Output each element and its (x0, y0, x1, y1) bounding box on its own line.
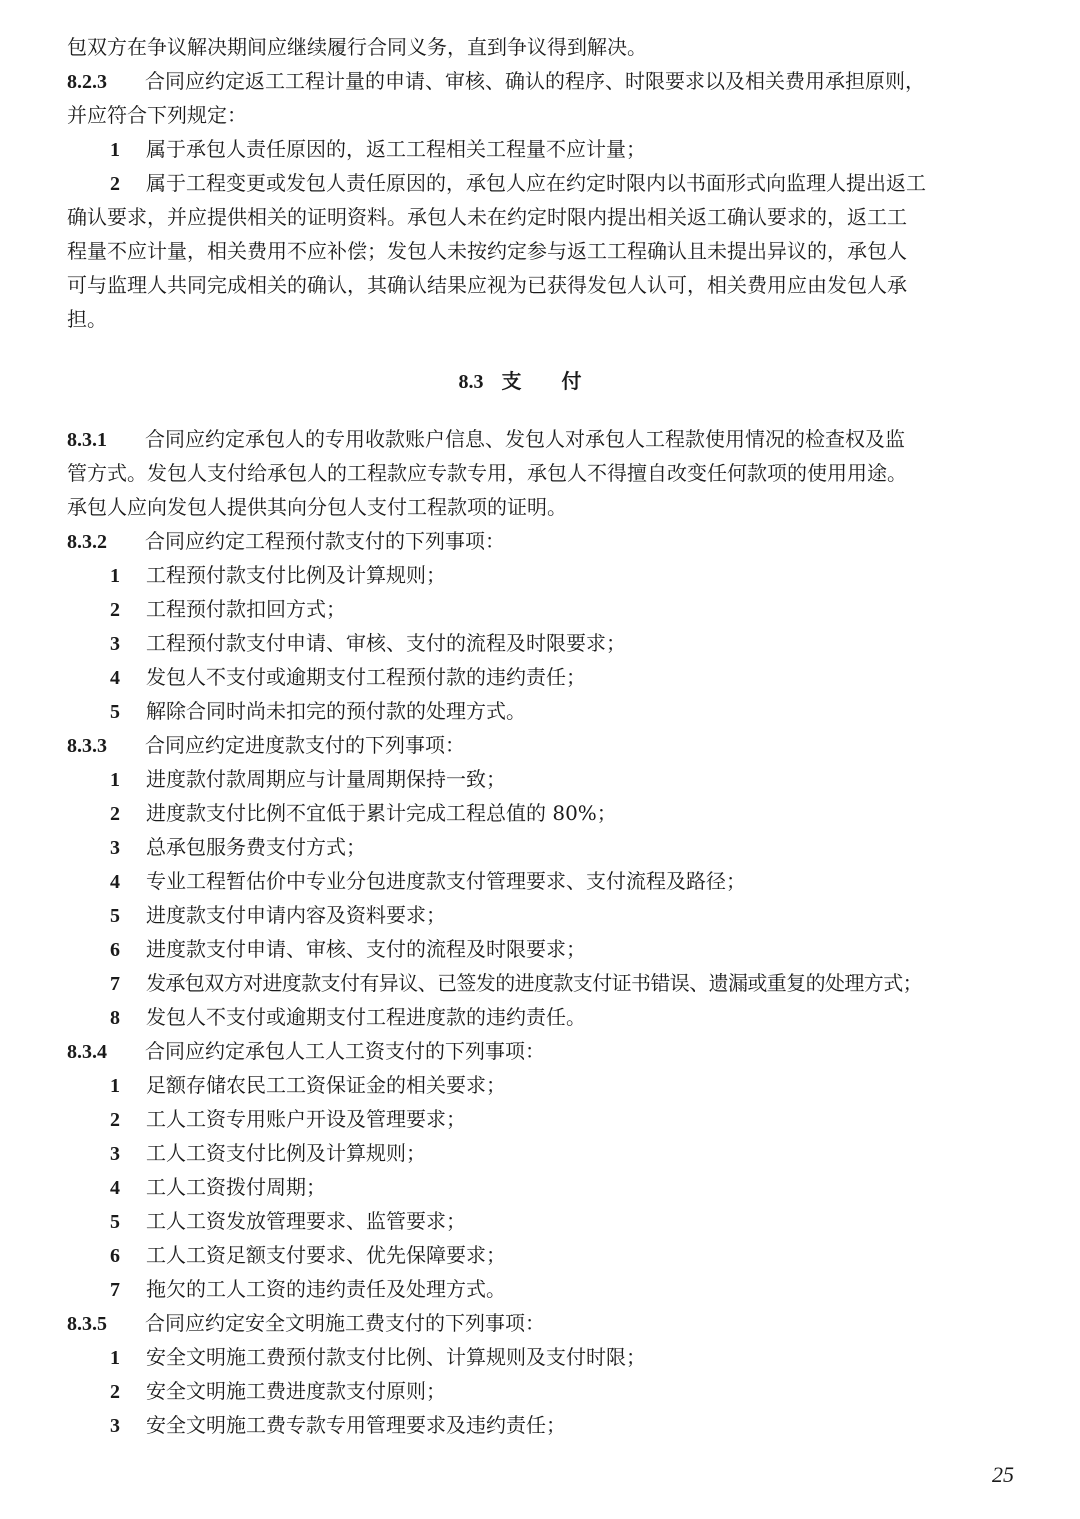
list-item (110, 1376, 446, 1406)
paragraph-line: 包双方在争议解决期间应继续履行合同义务，直到争议得到解决。 (67, 35, 647, 59)
clause-8-3-3 (67, 730, 465, 760)
item-text: 进度款支付申请内容及资料要求； (146, 903, 446, 927)
item-text: 进度款支付申请、审核、支付的流程及时限要求； (146, 937, 586, 961)
list-item (110, 1206, 466, 1236)
list-item (110, 900, 446, 930)
clause-number: 8.3.5 (67, 1313, 107, 1335)
item-number: 4 (110, 871, 120, 893)
list-item (110, 764, 506, 794)
item-text: 安全文明施工费进度款支付原则； (146, 1379, 446, 1403)
item-number: 2 (110, 803, 120, 825)
list-item (110, 798, 617, 828)
list-item (110, 594, 346, 624)
item-text: 工人工资支付比例及计算规则； (146, 1141, 426, 1165)
item-number: 2 (110, 173, 120, 195)
list-item (110, 1240, 506, 1270)
item-number: 6 (110, 1245, 120, 1267)
list-item (110, 628, 626, 658)
item-number: 5 (110, 701, 120, 723)
item-text: 工程预付款扣回方式； (146, 597, 346, 621)
item-number: 7 (110, 1279, 120, 1301)
item-text: 安全文明施工费专款专用管理要求及违约责任； (146, 1413, 566, 1437)
list-item (110, 696, 526, 726)
list-item (110, 1172, 326, 1202)
item-text: 工程预付款支付比例及计算规则； (146, 563, 446, 587)
item-text: 发承包双方对进度款支付有异议、已签发的进度款支付证书错误、遗漏或重复的处理方式； (146, 971, 922, 995)
paragraph-line: 程量不应计量，相关费用不应补偿；发包人未按约定参与返工工程确认且未提出异议的，承包人 (67, 239, 907, 263)
list-item (110, 1002, 586, 1032)
list-item (110, 968, 922, 998)
section-title: 支付 (501, 369, 622, 393)
paragraph-line: 承包人应向发包人提供其向分包人支付工程款项的证明。 (67, 495, 567, 519)
item-text: 解除合同时尚未扣完的预付款的处理方式。 (146, 699, 526, 723)
list-item (110, 1410, 566, 1440)
item-text: 拖欠的工人工资的违约责任及处理方式。 (146, 1277, 506, 1301)
clause-8-3-5 (67, 1308, 545, 1338)
clause-number: 8.3.4 (67, 1041, 107, 1063)
paragraph-line: 可与监理人共同完成相关的确认，其确认结果应视为已获得发包人认可，相关费用应由发包人承 (67, 273, 907, 297)
item-number: 5 (110, 1211, 120, 1233)
item-number: 7 (110, 973, 120, 995)
item-text: 专业工程暂估价中专业分包进度款支付管理要求、支付流程及路径； (146, 869, 746, 893)
clause-text: 合同应约定返工工程计量的申请、审核、确认的程序、时限要求以及相关费用承担原则， (145, 69, 925, 93)
item-text: 工人工资足额支付要求、优先保障要求； (146, 1243, 506, 1267)
item-number: 2 (110, 599, 120, 621)
clause-8-3-2 (67, 526, 505, 556)
item-number: 4 (110, 1177, 120, 1199)
paragraph-line: 确认要求，并应提供相关的证明资料。承包人未在约定时限内提出相关返工确认要求的，返工工 (67, 205, 907, 229)
section-number: 8.3 (458, 371, 484, 393)
list-item (110, 934, 586, 964)
item-number: 2 (110, 1381, 120, 1403)
list-item (110, 1070, 506, 1100)
item-text: 足额存储农民工工资保证金的相关要求； (146, 1073, 506, 1097)
item-number: 8 (110, 1007, 120, 1029)
item-number: 3 (110, 633, 120, 655)
item-number: 5 (110, 905, 120, 927)
item-number: 3 (110, 1415, 120, 1437)
list-item (110, 560, 446, 590)
list-item (110, 134, 646, 164)
item-text: 工人工资发放管理要求、监管要求； (146, 1209, 466, 1233)
item-number: 1 (110, 1075, 120, 1097)
list-item (110, 832, 366, 862)
item-number: 6 (110, 939, 120, 961)
page-number: 25 (992, 1462, 1014, 1487)
item-text: 工人工资拨付周期； (146, 1175, 326, 1199)
item-number: 3 (110, 837, 120, 859)
list-item (110, 866, 746, 896)
item-number: 2 (110, 1109, 120, 1131)
item-text: 进度款付款周期应与计量周期保持一致； (146, 767, 506, 791)
paragraph-line: 管方式。发包人支付给承包人的工程款应专款专用，承包人不得擅自改变任何款项的使用用途。 (67, 461, 907, 485)
list-item (110, 1274, 506, 1304)
item-text: 属于工程变更或发包人责任原因的，承包人应在约定时限内以书面形式向监理人提出返工 (146, 171, 926, 195)
clause-number: 8.2.3 (67, 71, 107, 93)
list-item (110, 1104, 466, 1134)
item-text: 发包人不支付或逾期支付工程进度款的违约责任。 (146, 1005, 586, 1029)
item-text: 工程预付款支付申请、审核、支付的流程及时限要求； (146, 631, 626, 655)
item-number: 4 (110, 667, 120, 689)
item-number: 1 (110, 769, 120, 791)
list-item (110, 662, 586, 692)
clause-number: 8.3.3 (67, 735, 107, 757)
item-text: 安全文明施工费预付款支付比例、计算规则及支付时限； (146, 1345, 646, 1369)
item-text: 属于承包人责任原因的，返工工程相关工程量不应计量； (146, 137, 646, 161)
clause-text: 合同应约定承包人的专用收款账户信息、发包人对承包人工程款使用情况的检查权及监 (145, 427, 905, 451)
list-item (110, 1342, 646, 1372)
item-text: 发包人不支付或逾期支付工程预付款的违约责任； (146, 665, 586, 689)
list-item (110, 1138, 426, 1168)
clause-text: 合同应约定进度款支付的下列事项： (145, 733, 465, 757)
clause-text: 合同应约定工程预付款支付的下列事项： (145, 529, 505, 553)
clause-8-3-4 (67, 1036, 545, 1066)
clause-8-3-1 (67, 424, 905, 454)
clause-number: 8.3.1 (67, 429, 107, 451)
list-item (110, 168, 926, 198)
paragraph-line: 担。 (67, 307, 107, 331)
section-heading (0, 366, 1080, 397)
item-number: 1 (110, 139, 120, 161)
item-number: 3 (110, 1143, 120, 1165)
clause-8-2-3 (67, 66, 925, 96)
item-text: 工人工资专用账户开设及管理要求； (146, 1107, 466, 1131)
item-text: 进度款支付比例不宜低于累计完成工程总值的 80%； (146, 801, 617, 825)
paragraph-line: 并应符合下列规定： (67, 103, 247, 127)
item-number: 1 (110, 565, 120, 587)
clause-text: 合同应约定承包人工人工资支付的下列事项： (145, 1039, 545, 1063)
clause-text: 合同应约定安全文明施工费支付的下列事项： (145, 1311, 545, 1335)
item-text: 总承包服务费支付方式； (146, 835, 366, 859)
item-number: 1 (110, 1347, 120, 1369)
clause-number: 8.3.2 (67, 531, 107, 553)
